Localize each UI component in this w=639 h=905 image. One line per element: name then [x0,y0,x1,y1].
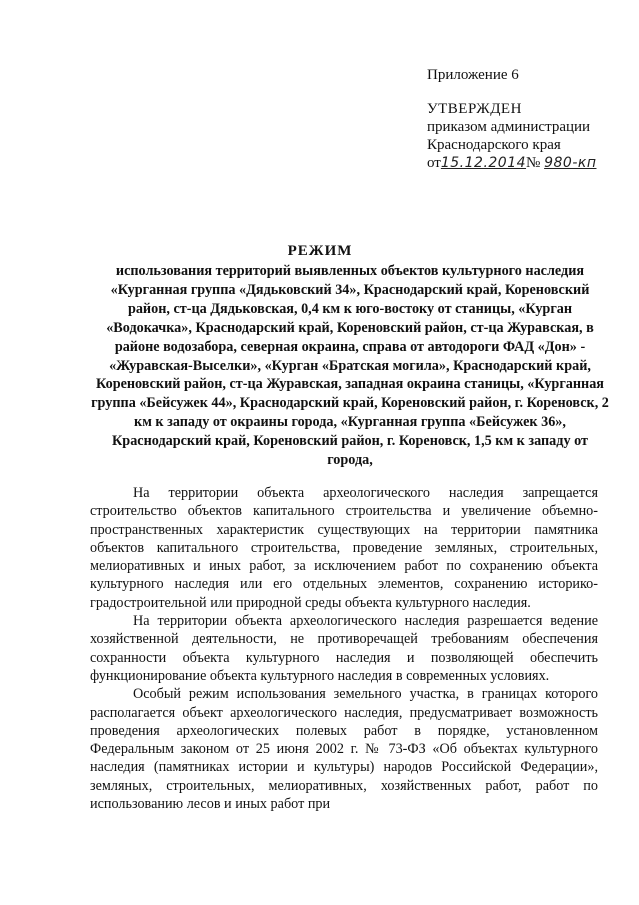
paragraph: На территории объекта археологического наследия разрешается ведение хозяйственной деятельности, не противоречащей требованиям обеспечения сохранности объекта культурного наследия и позволяющей обеспечить функционирование объекта культурного наследия в современных условиях. [90,613,598,684]
approval-date-line [427,154,627,172]
document-subtitle: использования территорий выявленных объектов культурного наследия «Курганная группа «Дядьковский 34», Краснодарский край, Кореновский район, ст-ца Дядьковская, 0,4 км к юго-востоку от станицы, «Курган «Водокачка», Краснодарский край, Кореновский район, ст-ца Журавская, в районе водозабора, северная окраина, справа от автодороги ФАД «Дон» - «Журавская-Выселки», «Курган «Братская могила», Краснодарский край, Кореновский район, ст-ца Журавская, западная окраина станицы, «Курганная группа «Бейсужек 44», Краснодарский край, Кореновский район, г. Кореновск, 2 км к западу от окраины города, «Курганная группа «Бейсужек 36», Краснодарский край, Кореновский район, г. Кореновск, 1,5 км к западу от города, [91,263,609,469]
number-prefix: № [526,155,541,171]
approval-line-1: приказом администрации [427,119,591,135]
paragraph: На территории объекта археологического наследия запрещается строительство объектов капитального строительства и увеличение объемно-пространственных характеристик существующих на территории памятника объектов капитального строительства, проведение земляных, строительных, мелиоративных и иных работ, за исключением работ по сохранению объекта культурного наследия или его отдельных элементов, сохранению историко-градостроительной или природной среды объекта культурного наследия. [90,485,598,611]
appendix-label: Приложение 6 [427,67,519,83]
approval-line-2: Краснодарского края [427,137,561,153]
date-prefix: от [427,155,441,171]
handwritten-number: 980-кп [544,155,597,171]
approved-heading: УТВЕРЖДЕН [427,101,522,117]
document-title: РЕЖИМ [287,243,353,259]
handwritten-date: 15.12.2014 [440,155,527,171]
approval-block [427,66,627,172]
document-body [90,484,598,813]
paragraph: Особый режим использования земельного участка, в границах которого располагается объект археологического наследия, предусматривает возможность проведения археологических полевых работ в порядке, установленном Федеральным законом от 25 июня 2002 г. № 73-ФЗ «Об объектах культурного наследия (памятниках истории и культуры) народов Российской Федерации», земляных, строительных, мелиоративных, хозяйственных работ, работ по использованию лесов и иных работ при [90,686,598,813]
